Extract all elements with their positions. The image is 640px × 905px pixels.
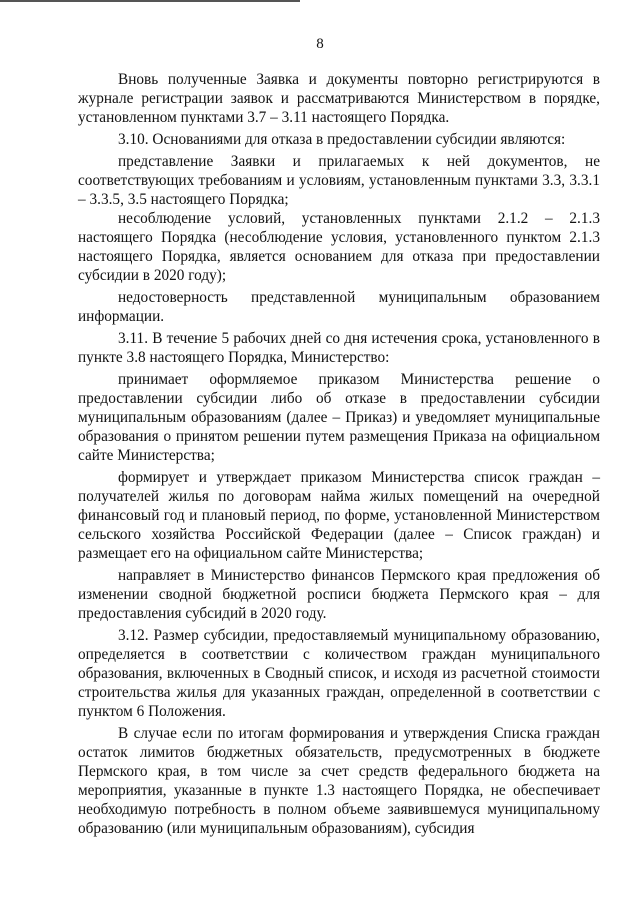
paragraph: формирует и утверждает приказом Министерства список граждан – получателей жилья по договорам найма жилых помещений на очередной финансовый год и плановый период, по форме, установленной Министерством сельского хозяйства Российской Федерации (далее – Список граждан) и размещает его на официальном сайте Министерства; [78,469,600,562]
paragraph: 3.11. В течение 5 рабочих дней со дня истечения срока, установленного в пункте 3.8 настоящего Порядка, Министерство: [78,330,600,366]
paragraph: недостоверность представленной муниципальным образованием информации. [78,289,600,325]
paragraph: Вновь полученные Заявка и документы повторно регистрируются в журнале регистрации заявок и рассматриваются Министерством в порядке, установленном пунктами 3.7 – 3.11 настоящего Порядка. [78,71,600,126]
paragraph: несоблюдение условий, установленных пунктами 2.1.2 – 2.1.3 настоящего Порядка (несоблюдение условия, установленного пунктом 2.1.3 настоящего Порядка, является основанием для отказа при предоставлении субсидии в 2020 году); [78,210,600,284]
paragraph: представление Заявки и прилагаемых к ней документов, не соответствующих требованиям и условиям, установленным пунктами 3.3, 3.3.1 – 3.3.5, 3.5 настоящего Порядка; [78,153,600,208]
paragraph: направляет в Министерство финансов Пермского края предложения об изменении сводной бюджетной росписи бюджета Пермского края – для предоставления субсидий в 2020 году. [78,567,600,622]
paragraph: принимает оформляемое приказом Министерства решение о предоставлении субсидии либо об отказе в предоставлении субсидии муниципальным образованиям (далее – Приказ) и уведомляет муниципальные образования о принятом решении путем размещения Приказа на официальном сайте Министерства; [78,371,600,464]
document-body [78,70,600,838]
top-rule [0,0,300,2]
page-number: 8 [316,36,324,52]
paragraph: 3.12. Размер субсидии, предоставляемый муниципальному образованию, определяется в соответствии с количеством граждан муниципального образования, включенных в Сводный список, и исходя из расчетной стоимости строительства жилья для указанных граждан, определенной в соответствии с пунктом 6 Положения. [78,627,600,720]
paragraph: 3.10. Основаниями для отказа в предоставлении субсидии являются: [118,131,566,148]
paragraph: В случае если по итогам формирования и утверждения Списка граждан остаток лимитов бюджетных обязательств, предусмотренных в бюджете Пермского края, в том числе за счет средств федерального бюджета на мероприятия, указанные в пункте 1.3 настоящего Порядка, не обеспечивает необходимую потребность в полном объеме заявившемуся муниципальному образованию (или муниципальным образованиям), субсидия [78,725,600,837]
